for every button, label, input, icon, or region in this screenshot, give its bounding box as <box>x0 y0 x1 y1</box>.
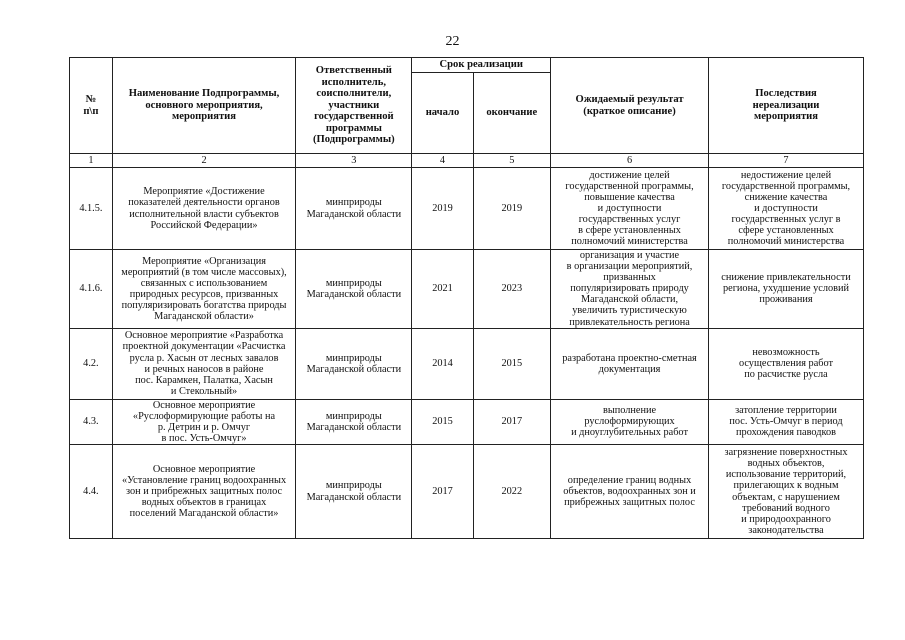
row-start: 2021 <box>412 250 473 329</box>
row-number: 4.4. <box>70 445 113 539</box>
program-measures-table <box>69 57 864 539</box>
column-number: 5 <box>473 154 550 168</box>
row-start: 2019 <box>412 168 473 250</box>
table-row <box>70 399 864 444</box>
row-number: 4.2. <box>70 328 113 399</box>
table-row <box>70 445 864 539</box>
header-consequences: Последствия нереализации мероприятия <box>709 58 864 154</box>
column-number: 6 <box>551 154 709 168</box>
row-name: Мероприятие «Организация мероприятий (в том числе массовых), связанных с использованием природных ресурсов, призванных популяризировать богатства природы Магаданской области» <box>112 250 295 329</box>
table-row <box>70 328 864 399</box>
row-end: 2017 <box>473 399 550 444</box>
header-responsible: Ответственный исполнитель, соисполнители, участники государственной программы (Подпрограммы) <box>296 58 412 154</box>
row-end: 2023 <box>473 250 550 329</box>
header-result: Ожидаемый результат (краткое описание) <box>551 58 709 154</box>
column-number-row <box>70 154 864 168</box>
header-start: начало <box>412 73 473 154</box>
row-consequences: недостижение целей государственной программы, снижение качества и доступности государственных услуг в сфере установленных полномочий министерства <box>709 168 864 250</box>
row-name: Основное мероприятие «Разработка проектной документации «Расчистка русла р. Хасын от лесных завалов и речных наносов в районе пос. Карамкен, Палатка, Хасын и Стекольный» <box>112 328 295 399</box>
row-consequences: загрязнение поверхностных водных объектов, использование территорий, прилегающих к водным объектам, с нарушением требований водного и природоохранного законодательства <box>709 445 864 539</box>
row-result: выполнение руслоформирующих и дноуглубительных работ <box>551 399 709 444</box>
row-responsible: минприроды Магаданской области <box>296 168 412 250</box>
column-number: 3 <box>296 154 412 168</box>
row-result: достижение целей государственной программы, повышение качества и доступности государственных услуг в сфере установленных полномочий министерства <box>551 168 709 250</box>
header-name: Наименование Подпрограммы, основного мероприятия, мероприятия <box>112 58 295 154</box>
row-consequences: невозможность осуществления работ по расчистке русла <box>709 328 864 399</box>
row-start: 2017 <box>412 445 473 539</box>
column-number: 1 <box>70 154 113 168</box>
row-consequences: затопление территории пос. Усть-Омчуг в период прохождения паводков <box>709 399 864 444</box>
row-start: 2015 <box>412 399 473 444</box>
column-number: 4 <box>412 154 473 168</box>
header-period: Срок реализации <box>412 58 551 73</box>
column-number: 7 <box>709 154 864 168</box>
row-end: 2015 <box>473 328 550 399</box>
row-name: Основное мероприятие «Установление границ водоохранных зон и прибрежных защитных полос водных объектов в границах поселений Магаданской области» <box>112 445 295 539</box>
row-name: Мероприятие «Достижение показателей деятельности органов исполнительной власти субъектов Российской Федерации» <box>112 168 295 250</box>
table-row <box>70 168 864 250</box>
header-end: окончание <box>473 73 550 154</box>
row-consequences: снижение привлекательности региона, ухудшение условий проживания <box>709 250 864 329</box>
row-end: 2022 <box>473 445 550 539</box>
row-responsible: минприроды Магаданской области <box>296 250 412 329</box>
row-number: 4.1.6. <box>70 250 113 329</box>
row-result: определение границ водных объектов, водоохранных зон и прибрежных защитных полос <box>551 445 709 539</box>
column-number: 2 <box>112 154 295 168</box>
table-row <box>70 250 864 329</box>
page-number: 22 <box>445 34 460 49</box>
row-responsible: минприроды Магаданской области <box>296 445 412 539</box>
row-responsible: минприроды Магаданской области <box>296 328 412 399</box>
row-end: 2019 <box>473 168 550 250</box>
row-start: 2014 <box>412 328 473 399</box>
row-number: 4.3. <box>70 399 113 444</box>
row-result: организация и участие в организации мероприятий, призванных популяризировать природу Магаданской области, увеличить туристическую привлекательность региона <box>551 250 709 329</box>
row-number: 4.1.5. <box>70 168 113 250</box>
header-number: № п\п <box>70 58 113 154</box>
row-responsible: минприроды Магаданской области <box>296 399 412 444</box>
row-name: Основное мероприятие «Руслоформирующие работы на р. Детрин и р. Омчуг в пос. Усть-Омчуг» <box>112 399 295 444</box>
row-result: разработана проектно-сметная документация <box>551 328 709 399</box>
